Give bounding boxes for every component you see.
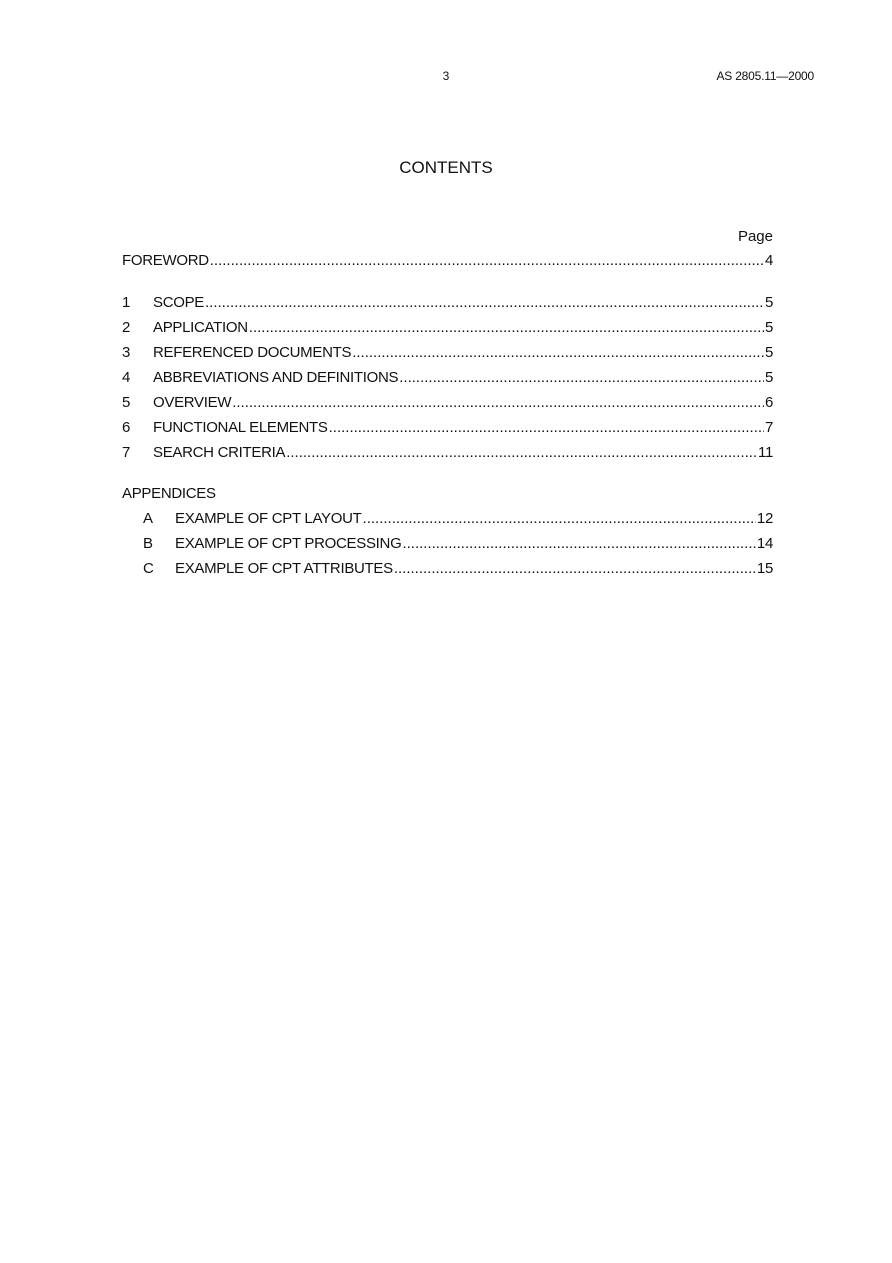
toc-entry-section[interactable] — [122, 419, 773, 444]
toc-entry-section[interactable] — [122, 394, 773, 419]
toc-leader-dots — [329, 419, 764, 436]
toc-entry-number: 1 — [122, 294, 131, 311]
toc-leader-dots — [394, 560, 756, 577]
toc-leader-dots — [210, 252, 764, 269]
toc-entry-title: FUNCTIONAL ELEMENTS — [153, 419, 328, 436]
toc-entry-page: 5 — [764, 344, 773, 361]
toc-entry-title: EXAMPLE OF CPT LAYOUT — [175, 510, 362, 527]
page-number: 3 — [442, 69, 450, 83]
contents-title: CONTENTS — [399, 158, 493, 177]
toc-leader-dots — [402, 535, 755, 552]
toc-entry-foreword[interactable] — [122, 252, 773, 277]
toc-entry-section[interactable] — [122, 444, 773, 469]
toc-entry-page: 12 — [756, 510, 773, 527]
toc-entry-page: 5 — [764, 369, 773, 386]
toc-entry-number: 4 — [122, 369, 131, 386]
toc-entry-title: OVERVIEW — [153, 394, 232, 411]
toc-entry-letter: A — [143, 510, 153, 527]
toc-entry-section[interactable] — [122, 319, 773, 344]
toc-appendices — [122, 510, 773, 585]
toc-entry-number: 3 — [122, 344, 131, 361]
appendices-heading: APPENDICES — [122, 485, 216, 502]
toc-entry-appendix[interactable] — [122, 560, 773, 585]
toc-entry-number: 7 — [122, 444, 131, 461]
toc-entry-title: REFERENCED DOCUMENTS — [153, 344, 352, 361]
toc-entry-section[interactable] — [122, 294, 773, 319]
toc-entry-title: APPLICATION — [153, 319, 248, 336]
toc-entry-title: EXAMPLE OF CPT PROCESSING — [175, 535, 402, 552]
toc-entry-letter: B — [143, 535, 153, 552]
toc-leader-dots — [249, 319, 764, 336]
toc-leader-dots — [232, 394, 764, 411]
toc-entry-page: 11 — [758, 444, 773, 461]
toc-entry-page: 15 — [756, 560, 773, 577]
toc-entry-page: 5 — [764, 294, 773, 311]
toc-entry-letter: C — [143, 560, 154, 577]
toc-entry-appendix[interactable] — [122, 535, 773, 560]
document-id: AS 2805.11—2000 — [716, 69, 814, 83]
toc-leader-dots — [352, 344, 764, 361]
toc-entry-title: SEARCH CRITERIA — [153, 444, 286, 461]
toc-leader-dots — [286, 444, 757, 461]
toc-leader-dots — [363, 510, 756, 527]
toc-foreword — [122, 252, 773, 277]
toc-entry-page: 4 — [764, 252, 773, 269]
toc-entry-section[interactable] — [122, 344, 773, 369]
toc-entry-page: 7 — [764, 419, 773, 436]
toc-entry-page: 5 — [764, 319, 773, 336]
toc-entry-number: 2 — [122, 319, 131, 336]
toc-entry-page: 6 — [764, 394, 773, 411]
toc-entry-title: SCOPE — [153, 294, 205, 311]
toc-entry-number: 6 — [122, 419, 131, 436]
toc-entry-title: FOREWORD — [122, 252, 209, 269]
toc-entry-page: 14 — [756, 535, 773, 552]
toc-entry-appendix[interactable] — [122, 510, 773, 535]
toc-entry-title: EXAMPLE OF CPT ATTRIBUTES — [175, 560, 393, 577]
toc-leader-dots — [399, 369, 764, 386]
toc-entry-number: 5 — [122, 394, 131, 411]
toc-leader-dots — [205, 294, 764, 311]
toc-entry-section[interactable] — [122, 369, 773, 394]
toc-sections — [122, 294, 773, 469]
toc-entry-title: ABBREVIATIONS AND DEFINITIONS — [153, 369, 399, 386]
page-column-label: Page — [737, 228, 773, 245]
